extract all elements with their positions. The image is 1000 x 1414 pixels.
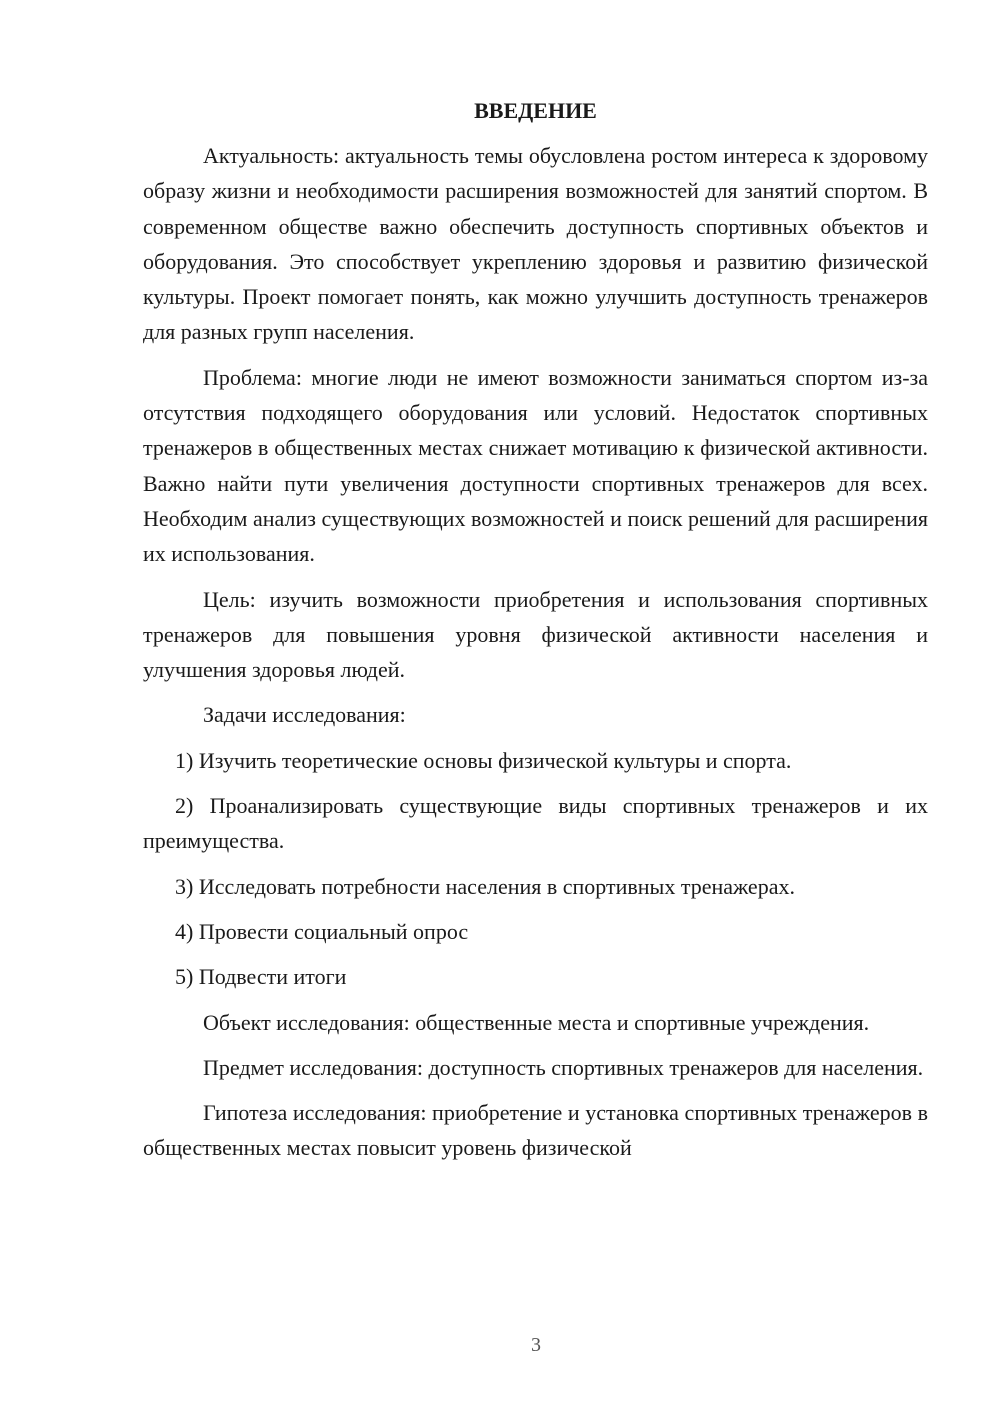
task-item: 4) Провести социальный опрос (175, 918, 469, 944)
section-title: ВВЕДЕНИЕ (474, 98, 597, 123)
relevance-paragraph: Актуальность: актуальность темы обусловлена ростом интереса к здоровому образу жизни и необходимости расширения возможностей для занятий спортом. В современном обществе важно обеспечить доступность спортивных объектов и оборудования. Это способствует укреплению здоровья и развитию физической культуры. Проект помогает понять, как можно улучшить доступность тренажеров для разных групп населения. (143, 143, 928, 345)
task-item: 5) Подвести итоги (175, 964, 347, 990)
object-paragraph: Объект исследования: общественные места и спортивные учреждения. (203, 1009, 870, 1035)
problem-paragraph: Проблема: многие люди не имеют возможности заниматься спортом из-за отсутствия подходящего оборудования или условий. Недостаток спортивных тренажеров в общественных местах снижает мотивацию к физической активности. Важно найти пути увеличения доступности спортивных тренажеров для всех. Необходим анализ существующих возможностей и поиск решений для расширения их использования. (143, 364, 928, 567)
hypothesis-paragraph: Гипотеза исследования: приобретение и установка спортивных тренажеров в общественных местах повысит уровень физической (143, 1100, 928, 1161)
goal-paragraph: Цель: изучить возможности приобретения и использования спортивных тренажеров для повышения уровня физической активности населения и улучшения здоровья людей. (143, 586, 928, 683)
task-item: 3) Исследовать потребности населения в спортивных тренажерах. (175, 873, 795, 899)
task-item: 2) Проанализировать существующие виды спортивных тренажеров и их преимущества. (143, 793, 928, 854)
page-content (143, 96, 928, 1176)
tasks-heading: Задачи исследования: (203, 702, 406, 728)
subject-paragraph: Предмет исследования: доступность спортивных тренажеров для населения. (203, 1054, 924, 1080)
page-number: 3 (531, 1334, 541, 1356)
task-item: 1) Изучить теоретические основы физической культуры и спорта. (175, 747, 792, 773)
